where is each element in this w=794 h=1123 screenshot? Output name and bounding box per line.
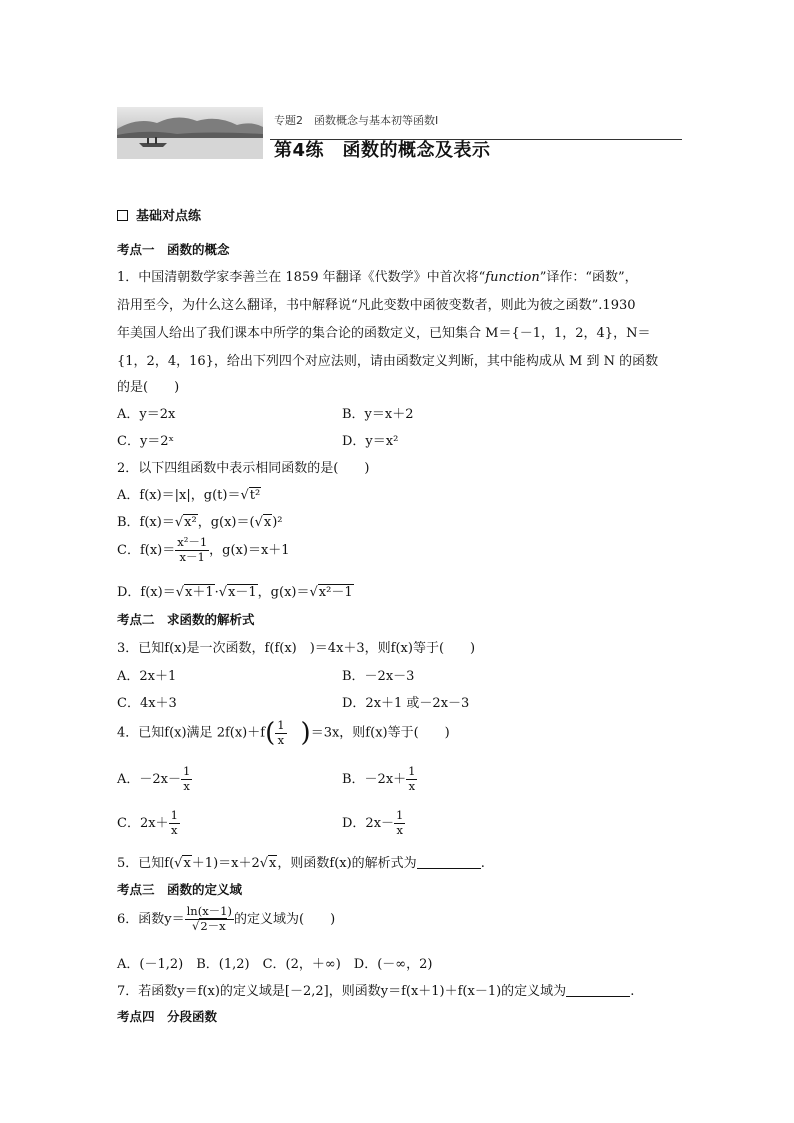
option-c: C．y＝2ˣ [117,434,175,449]
question-1-line: 的是( ) [117,380,180,395]
option-d: D．f(x)＝√x＋1·√x－1，g(x)＝√x²－1 [117,585,353,600]
option-c: C．f(x)＝ $\frac{\text{x²－1}}{x-1}$ ，g(x)＝x＋1 [117,535,290,564]
fraction: $\frac{1}{x}$ [170,808,178,837]
fraction: $\frac{1}{x}$ [408,764,416,793]
question-7: 7．若函数y＝f(x)的定义域是[－2,2]，则函数y＝f(x＋1)＋f(x－1)的定义域为 . [117,984,635,999]
fraction: $\frac{\ln(x-1)}{√2-x}$ [186,904,232,933]
question-6-options: A．(－1,2) B．(1,2) C．(2，＋∞) D．(－∞，2) [117,957,433,972]
answer-blank[interactable] [417,856,481,869]
fraction: $\frac{1}{x}$ [396,808,404,837]
option-c: C．2x＋ $\frac{1}{x}$ [117,808,178,837]
topic-heading: 考点二 求函数的解析式 [117,612,255,627]
answer-blank[interactable] [566,984,630,997]
option-a: A．f(x)＝|x|，g(t)＝√t² [117,488,261,503]
option-b: B．－2x＋ $\frac{1}{x}$ [342,764,416,793]
question-4-stem: 4．已知f(x)满足 2f(x)＋f( $\frac{1}{x}$ )＝3x，则f(x)等于( ) [117,717,450,748]
checkbox-square-icon [117,210,128,221]
option-a: A．－2x－ $\frac{1}{x}$ [117,764,191,793]
question-1-line: 1．中国清朝数学家李善兰在 1859 年翻译《代数学》中首次将“function”译作：“函数”， [117,270,638,285]
topic-heading: 考点四 分段函数 [117,1009,218,1024]
fraction: $\frac{1}{x}$ [277,717,285,747]
topic-heading: 考点一 函数的概念 [117,242,230,257]
question-6-stem: 6．函数y＝ $\frac{\ln(x-1)}{√2-x}$ 的定义域为( ) [117,904,336,933]
topic-heading: 考点三 函数的定义域 [117,882,243,897]
option-b: B．y＝x＋2 [342,407,414,422]
question-1-line: {1，2，4，16}，给出下列四个对应法则，请由函数定义判断，其中能构成从 M 到 N 的函数 [117,354,659,369]
question-2-stem: 2．以下四组函数中表示相同函数的是( ) [117,461,370,476]
section-title: 基础对点练 [136,209,202,224]
option-c: C．4x＋3 [117,696,177,711]
header-landscape-image [117,107,263,159]
fraction: $\frac{1}{x}$ [183,764,191,793]
option-a: A．2x＋1 [117,669,177,684]
fraction: $\frac{\text{x²－1}}{x-1}$ [177,535,208,564]
option-b: B．f(x)＝√x²，g(x)＝(√x)² [117,515,283,530]
question-1-line: 年美国人给出了我们课本中所学的集合论的函数定义，已知集合 M＝{－1，1，2，4}，N＝ [117,326,651,341]
question-1-line: 沿用至今，为什么这么翻译，书中解释说“凡此变数中函彼变数者，则此为彼之函数”.1930 [117,298,636,313]
question-3-stem: 3．已知f(x)是一次函数，f(f(x) )＝4x＋3，则f(x)等于( ) [117,641,476,656]
section-heading [117,205,201,224]
chapter-subtitle: 专题2 函数概念与基本初等函数Ⅰ [274,114,439,127]
question-5: 5．已知f(√x＋1)＝x＋2√x，则函数f(x)的解析式为 . [117,856,485,871]
option-a: A．y＝2x [117,407,176,422]
option-d: D．2x－ $\frac{1}{x}$ [342,808,404,837]
option-b: B．－2x－3 [342,669,415,684]
option-d: D．2x＋1 或－2x－3 [342,696,470,711]
page-title: 第4练 函数的概念及表示 [274,140,491,161]
option-d: D．y＝x² [342,434,399,449]
